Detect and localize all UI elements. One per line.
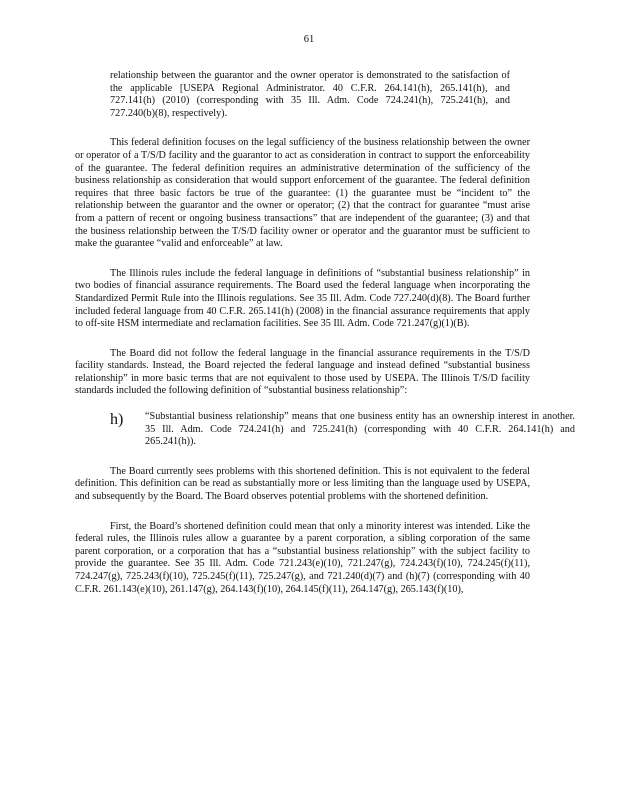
paragraph-first-problem: First, the Board’s shortened definition could mean that only a minority interest was intended. Like the federal rules, the Illinois rules allow a guarantee by a parent corporation, a sibling corporation of the same parent corporation, or a corporation that has a “substantial business relationship” with the subject facility to provide the guarantee. See 35 Ill. Adm. Code 721.243(e)(10), 721.247(g), 724.243(f)(10), 724.245(f)(11), 724.247(g), 725.243(f)(10), 725.245(f)(11), 725.247(g), and 721.240(d)(7) and (h)(7) (corresponding with 40 C.F.R. 261.143(e)(10), 261.147(g), 264.143(f)(10), 264.145(f)(11), 264.147(g), 265.143(f)(10), xyxy=(75,520,530,595)
definition-block xyxy=(110,411,575,449)
paragraph-board-did-not-follow: The Board did not follow the federal language in the financial assurance requirements in the T/S/D facility standards. Instead, the Board rejected the federal language and instead defined “substantial business relationship” in more basic terms that are not equivalent to those used by USEPA. The Illinois T/S/D facility standards included the following definition of “substantial business relationship”: xyxy=(75,347,530,397)
page-body xyxy=(0,70,618,596)
definition-label: h) xyxy=(110,411,124,429)
definition-text: “Substantial business relationship” means that one business entity has an ownership interest in another. 35 Ill. Adm. Code 724.241(h) and 725.241(h) (corresponding with 40 C.F.R. 264.141(h) and 265.241(h)). xyxy=(145,411,575,448)
page-number: 61 xyxy=(303,34,315,45)
paragraph-federal-definition: This federal definition focuses on the legal sufficiency of the business relationship between the owner or operator of a T/S/D facility and the guarantor to act as consideration in contract to support the enforceability of the guarantee. The federal definition requires an administrative determination of the sufficiency of the business relationship as consideration that would support enforcement of the guarantee. The federal definition requires that three basic factors be true of the guarantee: (1) the guarantee must be “incident to” the relationship between the guarantor and the owner or operator; (2) that the contract for guarantee “must arise from a pattern of recent or ongoing business transactions” that are independent of the guarantee; (3) and that the business relationship between the T/S/D facility owner or operator and the guarantor must be sufficient to make the guarantee “valid and enforceable” at law. xyxy=(75,137,530,250)
paragraph-problems: The Board currently sees problems with this shortened definition. This is not equivalent to the federal definition. This definition can be read as substantially more or less limiting than the language used by USEPA, and subsequently by the Board. The Board observes potential problems with the shortened definition. xyxy=(75,465,530,503)
paragraph-illinois-rules: The Illinois rules include the federal language in definitions of “substantial business relationship” in two bodies of financial assurance requirements. The Board used the federal language when incorporating the Standardized Permit Rule into the Illinois regulations. See 35 Ill. Adm. Code 727.240(d)(8). The Board further included federal language from 40 C.F.R. 265.141(h) (2008) in the financial assurance requirements that apply to off-site HSM intermediate and reclamation facilities. See 35 Ill. Adm. Code 721.247(g)(1)(B). xyxy=(75,267,530,330)
paragraph-continued: relationship between the guarantor and the owner operator is demonstrated to the satisfaction of the applicable [USEPA Regional Administrator. 40 C.F.R. 264.141(h), 265.141(h), and 727.141(h) (2010) (corresponding with 35 Ill. Adm. Code 724.241(h), 725.241(h), and 727.240(b)(8), respectively). xyxy=(110,70,510,119)
